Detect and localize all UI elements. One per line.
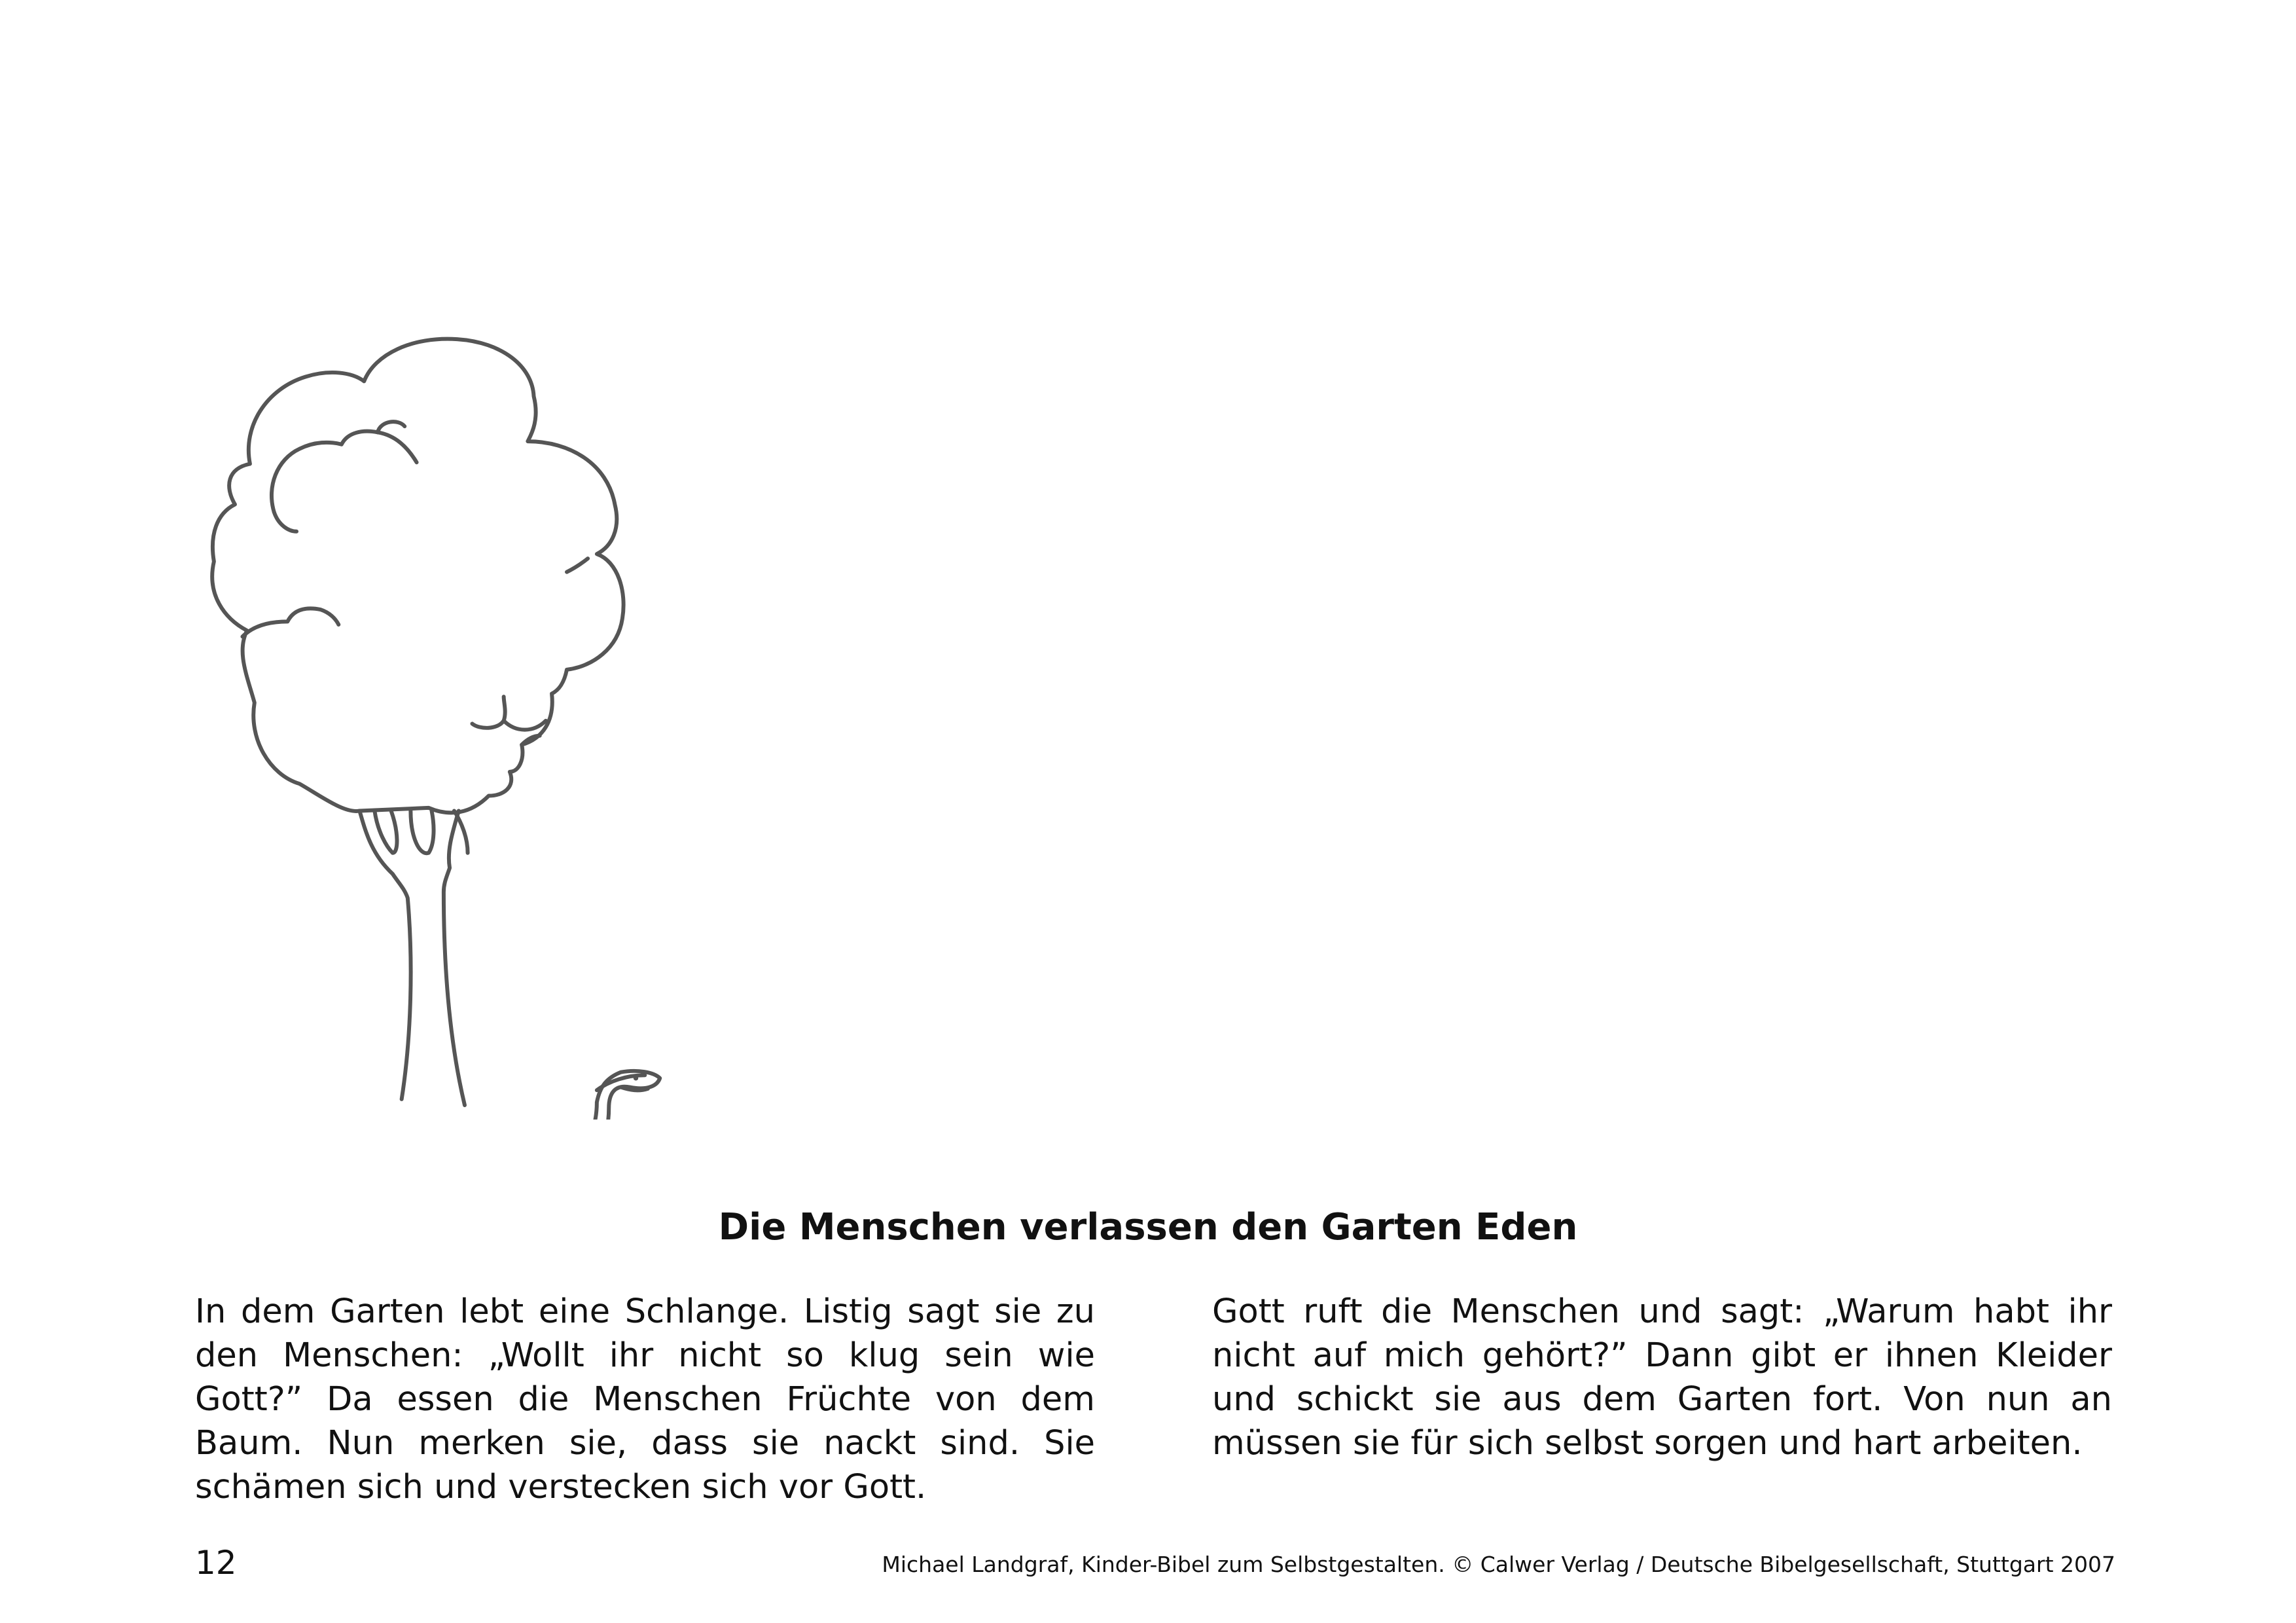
paragraph-right: Gott ruft die Menschen und sagt: „Warum habt ihr nicht auf mich gehört?” Dann gibt er ihnen Kleider und schickt sie aus dem Garten fort. Von nun an müssen sie für sich selbst sorgen und hart arbeiten. xyxy=(1212,1292,2112,1463)
snake-icon xyxy=(230,1071,660,1120)
story-title: Die Menschen verlassen den Garten Eden xyxy=(718,1206,1578,1249)
page-number: 12 xyxy=(195,1544,237,1582)
tree-crown-icon xyxy=(212,339,623,813)
tree-trunk-icon xyxy=(359,811,467,1105)
tree-snake-illustration xyxy=(209,334,720,1120)
footer-credit: Michael Landgraf, Kinder-Bibel zum Selbstgestalten. © Calwer Verlag / Deutsche Bibelgesellschaft, Stuttgart 2007 xyxy=(882,1552,2115,1577)
paragraph-left: In dem Garten lebt eine Schlange. Listig sagt sie zu den Menschen: „Wollt ihr nicht so klug sein wie Gott?” Da essen die Menschen Früchte von dem Baum. Nun merken sie, dass sie nackt sind. Sie schämen sich und verstecken sich vor Gott. xyxy=(195,1292,1095,1506)
